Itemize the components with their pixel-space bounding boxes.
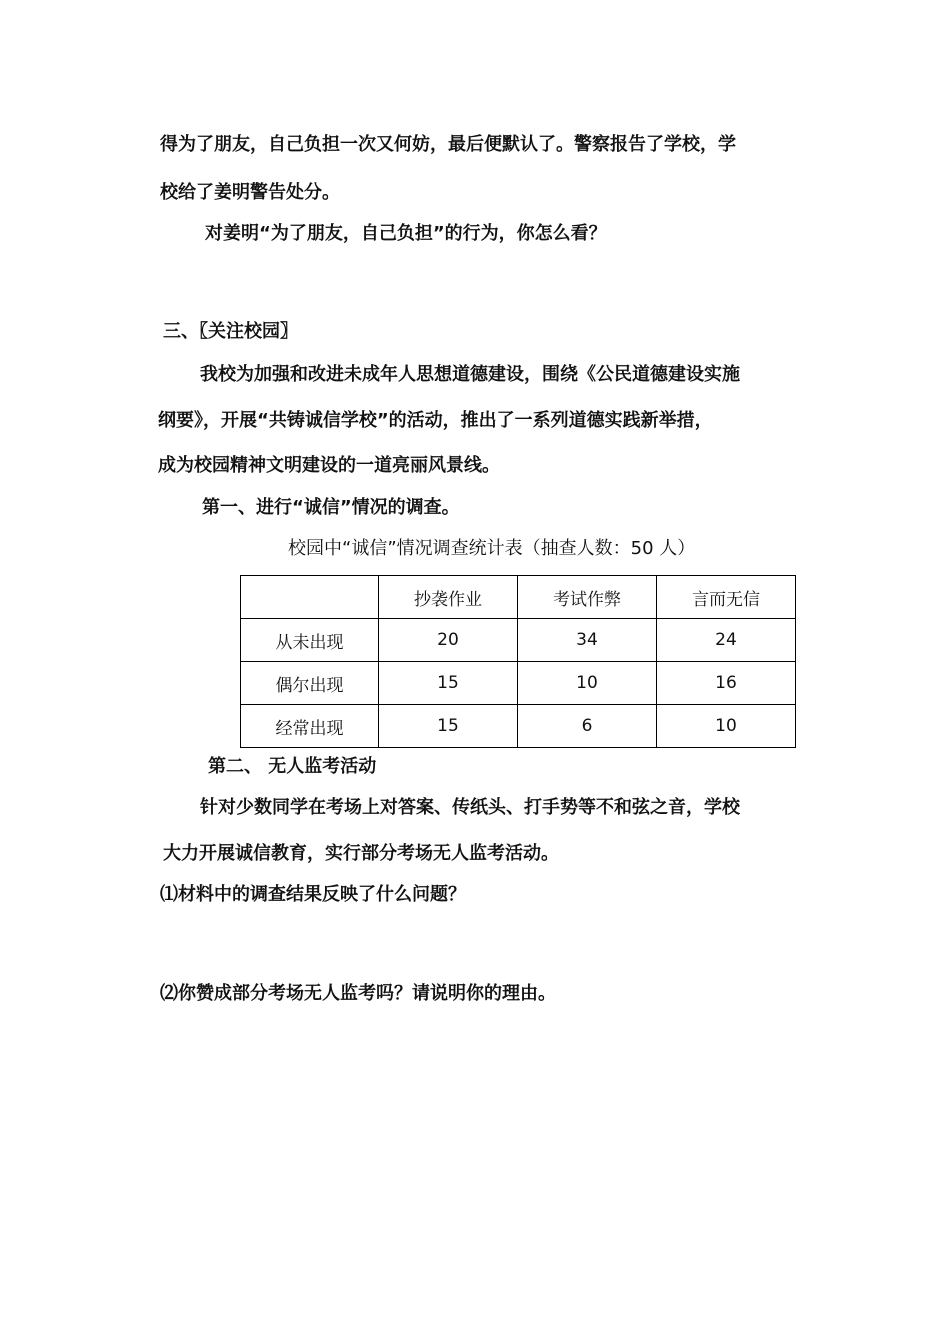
story-line-2: 校给了姜明警告处分。 [160, 182, 340, 203]
story-question: 对姜明“为了朋友，自己负担”的行为，你怎么看？ [205, 223, 607, 244]
table-cell: 34 [518, 619, 657, 662]
section-heading: 三、〖关注校园〗 [163, 321, 298, 342]
table-row [241, 705, 796, 748]
part1-title: 第一、进行“诚信”情况的调查。 [202, 497, 460, 518]
header-cell: 考试作弊 [518, 576, 657, 619]
table-caption: 校园中“诚信”情况调查统计表（抽查人数：50 人） [288, 538, 696, 559]
part2-line-2: 大力开展诚信教育，实行部分考场无人监考活动。 [163, 843, 559, 864]
table-cell: 15 [379, 662, 518, 705]
row-label: 从未出现 [241, 619, 379, 662]
header-cell: 言而无信 [657, 576, 796, 619]
story-line-1: 得为了朋友，自己负担一次又何妨，最后便默认了。警察报告了学校，学 [160, 134, 736, 155]
table-cell: 16 [657, 662, 796, 705]
part2-title: 第二、 无人监考活动 [208, 756, 377, 777]
table-cell: 10 [657, 705, 796, 748]
table-row [241, 662, 796, 705]
question-1: ⑴材料中的调查结果反映了什么问题？ [160, 884, 466, 905]
table-header-row [241, 576, 796, 619]
question-2: ⑵你赞成部分考场无人监考吗？请说明你的理由。 [160, 983, 556, 1004]
table-cell: 15 [379, 705, 518, 748]
intro-line-2: 纲要》，开展“共铸诚信学校”的活动，推出了一系列道德实践新举措， [158, 410, 713, 431]
intro-line-3: 成为校园精神文明建设的一道亮丽风景线。 [158, 455, 500, 476]
header-cell: 抄袭作业 [379, 576, 518, 619]
table-cell: 6 [518, 705, 657, 748]
intro-line-1: 我校为加强和改进未成年人思想道德建设，围绕《公民道德建设实施 [200, 364, 740, 385]
header-cell [241, 576, 379, 619]
table-row [241, 619, 796, 662]
part2-line-1: 针对少数同学在考场上对答案、传纸头、打手势等不和弦之音，学校 [200, 797, 740, 818]
row-label: 经常出现 [241, 705, 379, 748]
table-cell: 10 [518, 662, 657, 705]
table-cell: 20 [379, 619, 518, 662]
table-cell: 24 [657, 619, 796, 662]
survey-table [240, 575, 796, 748]
row-label: 偶尔出现 [241, 662, 379, 705]
